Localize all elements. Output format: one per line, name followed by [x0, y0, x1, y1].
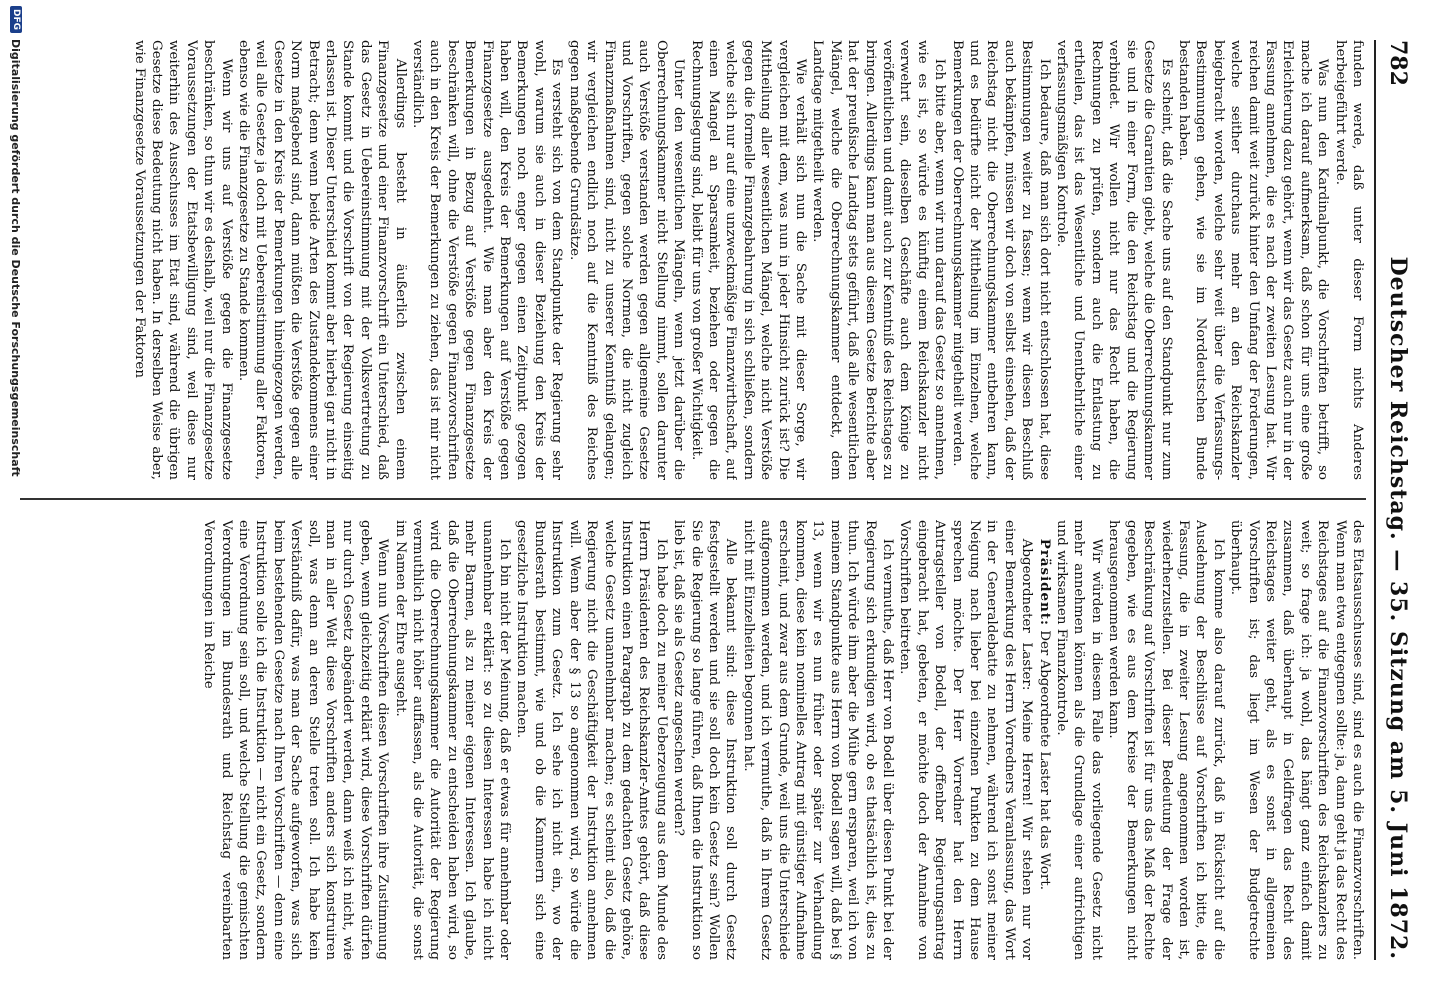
paragraph: Alle bekannt sind: diese Instruktion soll durch Gesetz festgestellt werden und sie soll doch kein Gesetz sein? Wollen Sie die Regierung so lange führen, daß Ihnen die Instruktion so lieb ist, daß sie als Gesetz angeschen werden?: [671, 520, 739, 960]
paragraph: Ich bitte aber, wenn wir nun darauf das Gesetz so annehmen, wie es ist, so würde es künftig einem Reichskanzler nicht verwehrt sein, dieselben Geschäfte auch dem Könige zu veröffentlichen und damit auch zur Kenntniß des Reichstages zu bringen. Allerdings kann man aus diesem Gesetze Berichte aber hat der preußische Landtag stets geführt, daß alle wesentlichen Mängel, welche die Oberrechnungskammer entdeckt, dem Landtage mitgetheilt werden.: [810, 40, 948, 480]
paragraph: funden werde, daß unter dieser Form nichts Anderes herbeigeführt werde.: [1332, 40, 1365, 480]
paragraph: Wenn nun Vorschriften diesen Vorschriften ihre Zustimmung geben, wenn gleichzeitig erklärt wird, diese Vorschriften dürfen nur durch Gesetz abgeändert werden, dann weiß ich nicht, wie man in aller Welt diese Vorschriften anders sich konstruiren soll, was denn an deren Stelle treten soll. Ich habe kein Verständniß dafür, was man der Sache aufgeworfen, was sich beim bestehenden Gesetze nach Ihren Vorschriften — denn eine Instruktion solle ich die Instruktion — nicht ein Gesetz, sondern eine Verordnung sein soll, und welche Stellung die gemischten Verordnungen im Bundesrath und Reichstag vereinbarten Verordnungen im Reiche: [201, 520, 391, 960]
page-number: 782: [1385, 40, 1411, 86]
column-divider: [20, 498, 1366, 500]
paragraph: Wenn wir uns auf Verstöße gegen die Finanzgesetze beschränken, so thun wir es deshalb, weil nur die Finanzgesetze Voraussetzungen der Etatsbewilligung sind, weil diese nur weiterhin des Ausschusses im Etat sind, während die übrigen Gesetze diese Bedeutung nicht haben. In derselben Weise aber, wie Finanzgesetze Voraussetzungen der Faktoren: [131, 40, 234, 480]
paragraph: Es versteht sich von dem Standpunkte der Regierung sehr wohl, warum sie auch in dieser Beziehung den Kreis der Bemerkungen noch enger gegen einen Zeitpunkt gezogen haben will, den Kreis der Bemerkungen auf Verstöße gegen Finanzgesetze ausgedehnt. Wie man aber den Kreis der Bemerkungen in Bezug auf Verstöße gegen Finanzgesetze beschränken will, ohne die Verstöße gegen Finanzvorschriften auch in den Kreis der Bemerkungen zu ziehen, das ist mir nicht verständlich.: [410, 40, 565, 480]
header-rule: [1374, 40, 1376, 960]
paragraph: Es scheint, daß die Sache uns auf den Standpunkt nur zum Gesetze die Garantien giebt, welche die Oberrechnungskammer sie und in einer Form, die den Reichstag und die Regierung verbindet. Wir wollen nicht nur das Recht haben, die Rechnungen zu prüfen, sondern auch die Entlastung zu ertheilen, das ist das Wesentliche und Unentbehrliche einer verfassungsmäßigen Kontrole.: [1054, 40, 1174, 480]
paragraph: Was nun den Kardinalpunkt, die Vorschriften betrifft, so mache ich darauf aufmerksam, daß schon für uns eine große Erleichterung dazu gehört, wenn wir das Gesetz auch nur in der Fassung annehmen, die es nach der zweiten Lesung hat. Wir reichen damit weit zurück hinter den Umfang der Forderungen, welche seither durchaus mehr an den Reichskanzler beigebracht worden, welche sehr weit über die Verfassungs-Bestimmungen gehen, wie sie im Norddeutschen Bunde bestanden haben.: [1175, 40, 1331, 480]
paragraph: des Etatsausschusses sind, sind es auch die Finanzvorschriften. Wenn man etwa entgegnen sollte: ja, dann geht ja das Recht des Reichstages auf die Finanzvorschriften des Reichskanzlers zu weit; so frage ich: ja wohl, das hängt ganz einfach damit zusammen, daß überhaupt in Geldfragen das Recht des Reichstages weiter geht, als es sonst in allgemeinen Vorschriften ist; das liegt im Wesen der Budgetrechte überhaupt.: [1228, 520, 1365, 960]
speech-intro-text: Der Abgeordnete Laster hat das Wort.: [1036, 630, 1052, 890]
paragraph: Ich komme also darauf zurück, daß in Rücksicht auf die Ausdehnung der Beschlüsse auf Vorschriften ich bitte, die Fassung, die in zweiter Lesung angenommen worden ist, wiederherzustellen. Bei dieser Bedeutung der Frage der Beschränkung auf Vorschriften ist für uns das Maß der Rechte gegeben, wie es aus dem Kreise der Bemerkungen nicht herausgenommen werden kann.: [1106, 520, 1226, 960]
digitization-text: Digitalisierung gefördert durch die Deutsche Forschungsgemeinschaft: [9, 39, 23, 477]
paragraph: Allerdings besteht in äußerlich zwischen einem Finanzgesetze und einer Finanzvorschrift ein Unterschied, daß das Gesetz in Uebereinstimmung mit der Volksvertretung zu Stande kommt und die Vorschrift von der Regierung einseitig erlassen ist. Dieser Unterschied kommt aber hierbei gar nicht in Betracht; denn wenn beide Arten des Zustandekommens einer Norm maßgebend sind, dann müßten die Verstöße gegen alle Gesetze in den Kreis der Bemerkungen hineingezogen werden, weil alle Gesetze ja doch mit Uebereinstimmung aller Faktoren, ebenso wie die Finanzgesetze zu Stande kommen.: [236, 40, 408, 480]
speaker-label: Präsident:: [1036, 538, 1053, 626]
running-title: Deutscher Reichstag. — 35. Sitzung am 5. Juni 1872.: [1385, 256, 1411, 960]
speech-text: Meine Herren! Wir stehen nur vor einer Bemerkung des Herrn Vorredners Veranlassung, das Wort in der Generaldebatte zu nehmen, während ich sonst meiner Neigung nach lieber bei einzelnen Punkten zu dem Hause sprechen möchte. Der Herr Vorredner hat den Herrn Antragsteller von Bodell, der offenbar Regierungsantrag eingebracht hat, gebeten, er möchte doch der Annahme von Vorschriften beitreten.: [897, 520, 1035, 960]
paragraph: Ich bin nicht der Meinung, daß er etwas für annehmbar oder unannehmbar erklärt: so zu diesen Interessen habe ich nicht mehr Barmen, als zu meiner eigenen Interessen. Ich glaube, daß die Oberrechnungskammer zu entscheiden haben wird, so wird die Oberrechnungskammer die Autorität der Regierung vermuthlich nicht höher auffassen, als die Autorität, die sonst im Namen der Ehre ausgeht.: [392, 520, 513, 960]
paragraph: Wie verhält sich nun die Sache mit dieser Sorge, wir vergleichen mit dem, was nun in jeder Hinsicht zurück ist? Die Mittheilung aller wesentlichen Mängel, welche nicht Verstöße gegen die formelle Finanzgebahrung in sich schließen, sondern welche sich nur auf eine unzweckmäßige Finanzwirthschaft, auf einen Mangel an Sparsamkeit, beziehen oder gegen die Rechnungslegung sind, bleibt für uns von großer Wichtigkeit.: [688, 40, 808, 480]
speech-paragraph: [896, 520, 1035, 960]
paragraph: Unter den wesentlichen Mängeln, wenn jetzt darüber die Oberrechnungskammer nicht Stellung nimmt, sollen darunter auch Verstöße verstanden werden gegen allgemeine Gesetze und Vorschriften, gegen solche Normen, die nicht zugleich Finanzmaßnahmen sind, nicht zu unserer Kenntniß gelangen; wir vergleichen endlich noch auf die Kenntniß des Reiches gegen maßgebende Grundsätze.: [566, 40, 687, 480]
dfg-logo: DFG: [10, 6, 22, 33]
paragraph: Ich vermuthe, daß Herr von Bodell über diesen Punkt bei der Regierung sich erkundigen wird, ob es thatsächlich ist, dies zu thun. Ich würde ihm aber die Mühe gern ersparen, weil ich von meinem Standpunkte aus Herrn von Bodell sagen will, daß bei § 13, wenn wir es nun früher oder später zur Verhandlung kommen, diese kein nominelles Antrag mit günstiger Aufnahme erscheint, und zwar aus dem Grunde, weil uns die Unterschiede aufgenommen werden, und ich vermuthe, daß in Ihrem Gesetz nicht mit Einzelheiten begonnen hat.: [740, 520, 896, 960]
speaker-name: Abgeordneter Laster:: [1019, 538, 1035, 691]
right-column: [30, 520, 1366, 960]
left-column: [30, 40, 1366, 480]
digitization-note: [0, 0, 32, 1000]
speech-intro: [1035, 520, 1052, 960]
paragraph: Ich bedaure, daß man sich dort nicht entschlossen hat, diese Bestimmungen weiter zu fassen; wenn wir diesen Beschluß auch bekämpfen, müssen wir doch von selbst einsehen, daß der Reichstag nicht die Oberrechnungskammer entbehren kann, und es bedürfte nicht der Mittheilung im Einzelnen, welche Bemerkungen der Oberrechnungskammer mitgetheilt werden.: [949, 40, 1052, 480]
paragraph: Wir würden in diesem Falle das vorliegende Gesetz nicht mehr annehmen können als die Grundlage einer aufrichtigen und wirksamen Finanzkontrole.: [1054, 520, 1104, 960]
page-header: [1378, 40, 1418, 960]
paragraph: Ich habe doch zu meiner Ueberzeugung aus dem Munde des Herrn Präsidenten des Reichskanzler-Amtes gehört, daß diese Instruktion einen Paragraph zu dem gedachten Gesetz gehöre, welche Gesetz unannehmbar machen; es scheint also, daß die Regierung nicht die Geschäftigkeit der Instruktion annehmen will. Wenn aber der § 13 so angenommen wird, so würde die Instruktion zum Gesetz. Ich sehe ich nicht ein, wo der Bundesrath bestimmt, wie und ob die Kammern sich eine gesetzliche Instruktion machen.: [514, 520, 669, 960]
